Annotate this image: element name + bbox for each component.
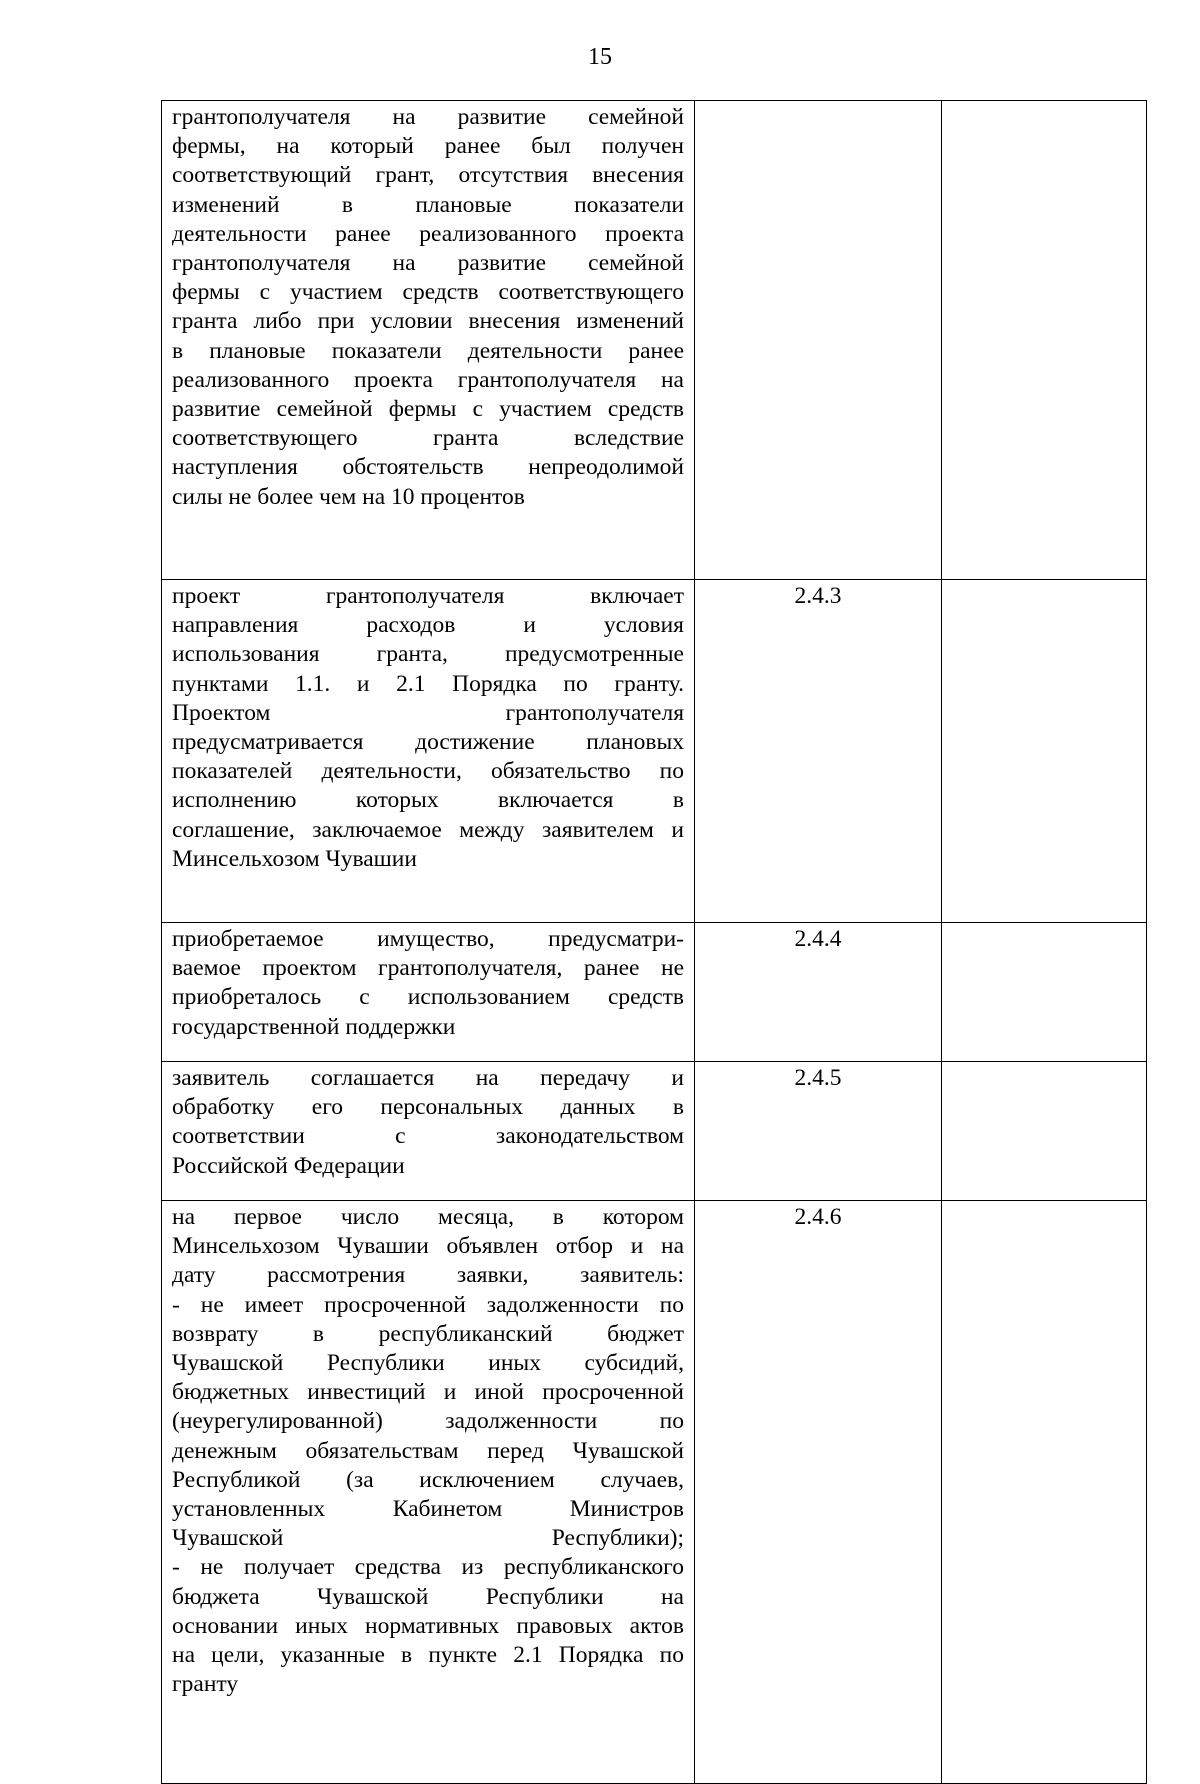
text-line: наступления обстоятельств непреодолимой bbox=[172, 454, 684, 481]
text-line: дату рассмотрения заявки, заявитель: bbox=[172, 1262, 684, 1289]
requirement-text bbox=[162, 923, 694, 1042]
text-line: - не получает средства из республиканского bbox=[172, 1554, 684, 1581]
text-line: Республикой (за исключением случаев, bbox=[172, 1466, 684, 1493]
table-row bbox=[162, 1201, 1147, 1784]
table-row bbox=[162, 101, 1147, 580]
text-line: - не имеет просроченной задолженности по bbox=[172, 1291, 684, 1318]
text-line: в плановые показатели деятельности ранее bbox=[172, 337, 684, 364]
text-line: заявитель соглашается на передачу и bbox=[172, 1065, 684, 1091]
text-line: деятельности ранее реализованного проекта bbox=[172, 220, 684, 247]
clause-code: 2.4.5 bbox=[794, 1065, 842, 1091]
text-line: гранту bbox=[172, 1671, 239, 1698]
text-line: Чувашской Республики); bbox=[172, 1525, 684, 1552]
text-line: бюджетных инвестиций и иной просроченной bbox=[172, 1379, 684, 1406]
text-line: гранта либо при условии внесения изменений bbox=[172, 308, 684, 335]
empty-cell bbox=[942, 580, 1147, 923]
text-line: грантополучателя на развитие семейной bbox=[172, 104, 684, 130]
text-line: Минсельхозом Чувашии объявлен отбор и на bbox=[172, 1233, 684, 1260]
text-line: на цели, указанные в пункте 2.1 Порядка по bbox=[172, 1642, 684, 1669]
clause-code: 2.4.6 bbox=[794, 1204, 842, 1230]
clause-code: 2.4.4 bbox=[794, 926, 842, 952]
text-line: Проектом грантополучателя bbox=[172, 699, 684, 726]
clause-code-cell bbox=[695, 580, 942, 923]
empty-cell bbox=[942, 923, 1147, 1062]
table-row bbox=[162, 923, 1147, 1062]
text-line: использования гранта, предусмотренные bbox=[172, 641, 684, 668]
text-line: соответствующего гранта вследствие bbox=[172, 425, 684, 452]
empty-cell bbox=[942, 1062, 1147, 1201]
table-row bbox=[162, 580, 1147, 923]
text-line: показателей деятельности, обязательство по bbox=[172, 758, 684, 785]
text-line: денежным обязательствам перед Чувашской bbox=[172, 1437, 684, 1464]
text-line: соответствии с законодательством bbox=[172, 1123, 684, 1150]
text-line: Российской Федерации bbox=[172, 1152, 405, 1179]
empty-cell bbox=[942, 101, 1147, 580]
text-line: фермы, на который ранее был получен bbox=[172, 133, 684, 160]
text-line: направления расходов и условия bbox=[172, 612, 684, 639]
table-row bbox=[162, 1062, 1147, 1201]
text-line: приобреталось с использованием средств bbox=[172, 984, 684, 1011]
requirement-text bbox=[162, 101, 694, 512]
text-line: (неурегулированной) задолженности по bbox=[172, 1408, 684, 1435]
text-line: исполнению которых включается в bbox=[172, 787, 684, 814]
text-line: фермы с участием средств соответствующего bbox=[172, 279, 684, 306]
empty-cell bbox=[942, 1201, 1147, 1784]
requirement-cell bbox=[162, 580, 695, 923]
text-line: Минсельхозом Чувашии bbox=[172, 845, 417, 872]
requirement-text bbox=[162, 1201, 694, 1699]
requirement-cell bbox=[162, 101, 695, 580]
text-line: грантополучателя на развитие семейной bbox=[172, 250, 684, 277]
text-line: предусматривается достижение плановых bbox=[172, 729, 684, 756]
text-line: государственной поддержки bbox=[172, 1013, 456, 1040]
text-line: силы не более чем на 10 процентов bbox=[172, 483, 525, 510]
clause-code-cell bbox=[695, 1201, 942, 1784]
requirement-text bbox=[162, 1062, 694, 1181]
text-line: установленных Кабинетом Министров bbox=[172, 1496, 684, 1523]
text-line: основании иных нормативных правовых актов bbox=[172, 1612, 684, 1639]
text-line: приобретаемое имущество, предусматри- bbox=[172, 926, 684, 952]
text-line: пунктами 1.1. и 2.1 Порядка по гранту. bbox=[172, 670, 684, 697]
text-line: возврату в республиканский бюджет bbox=[172, 1320, 684, 1347]
requirement-cell bbox=[162, 1062, 695, 1201]
clause-code-cell bbox=[695, 923, 942, 1062]
requirement-text bbox=[162, 580, 694, 874]
text-line: обработку его персональных данных в bbox=[172, 1094, 684, 1121]
text-line: изменений в плановые показатели bbox=[172, 191, 684, 218]
requirement-cell bbox=[162, 1201, 695, 1784]
text-line: развитие семейной фермы с участием средств bbox=[172, 396, 684, 423]
text-line: соответствующий грант, отсутствия внесения bbox=[172, 162, 684, 189]
text-line: ваемое проектом грантополучателя, ранее не bbox=[172, 955, 684, 982]
clause-code-cell bbox=[695, 1062, 942, 1201]
requirements-table bbox=[161, 100, 1147, 1784]
requirement-cell bbox=[162, 923, 695, 1062]
clause-code-cell bbox=[695, 101, 942, 580]
text-line: Чувашской Республики иных субсидий, bbox=[172, 1350, 684, 1377]
text-line: реализованного проекта грантополучателя на bbox=[172, 366, 684, 393]
page-number: 15 bbox=[588, 44, 612, 70]
text-line: соглашение, заключаемое между заявителем и bbox=[172, 816, 684, 843]
text-line: на первое число месяца, в котором bbox=[172, 1204, 684, 1230]
text-line: бюджета Чувашской Республики на bbox=[172, 1583, 684, 1610]
text-line: проект грантополучателя включает bbox=[172, 583, 684, 609]
clause-code: 2.4.3 bbox=[794, 583, 842, 609]
table-body bbox=[162, 101, 1147, 1784]
clause-code bbox=[695, 101, 941, 103]
